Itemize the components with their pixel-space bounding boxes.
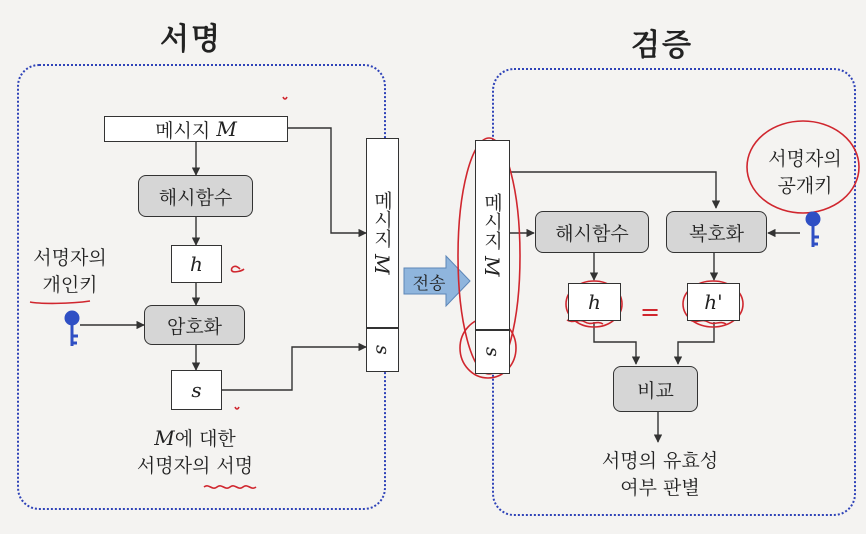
annotation-tick-s: [235, 407, 239, 409]
signer-private-key-label: 서명자의 개인키: [33, 247, 107, 296]
annotation-underline-privkey: [30, 301, 90, 303]
received-message-box: 메시지 M: [475, 140, 510, 330]
sign-message-box: 메시지 M: [104, 116, 288, 142]
sign-signature-value: s: [171, 370, 222, 410]
received-signature-box: s: [475, 330, 510, 374]
verify-hash-value: h: [568, 283, 621, 321]
bundle-message-box: 메시지 M: [366, 138, 399, 328]
bundle-signature-box: s: [366, 328, 399, 372]
verify-decrypt: 복호화: [666, 211, 767, 253]
arrow-hprime-to-compare: [678, 322, 714, 364]
verify-compare: 비교: [613, 366, 698, 412]
verify-result: 서명의 유효성 여부 판별: [601, 450, 719, 499]
transfer-label: 전송: [412, 273, 446, 294]
annotation-tick: [283, 97, 287, 99]
sign-caption: M에 대한 서명자의 서명: [136, 426, 254, 477]
sign-hash-value: h: [171, 245, 222, 283]
signer-public-key-label: 서명자의 공개키: [768, 148, 842, 197]
verify-hash-function: 해시함수: [535, 211, 649, 253]
arrow-msg-to-bundle: [288, 128, 366, 233]
sign-title: 서명: [160, 22, 222, 57]
arrow-msg-to-decrypt: [510, 172, 716, 208]
annotation-underline-signature: [204, 486, 256, 488]
annotation-h-mark: [231, 266, 244, 271]
equals-annotation: =: [639, 298, 661, 326]
private-key-icon: [66, 312, 78, 346]
public-key-icon: [807, 213, 819, 247]
sign-hash-function: 해시함수: [138, 175, 253, 217]
sign-encrypt: 암호화: [144, 305, 245, 345]
verify-hash-prime-value: h': [687, 283, 740, 321]
verify-title: 검증: [631, 28, 693, 63]
arrow-s-to-bundle: [222, 347, 366, 390]
arrow-h-to-compare: [594, 322, 636, 364]
